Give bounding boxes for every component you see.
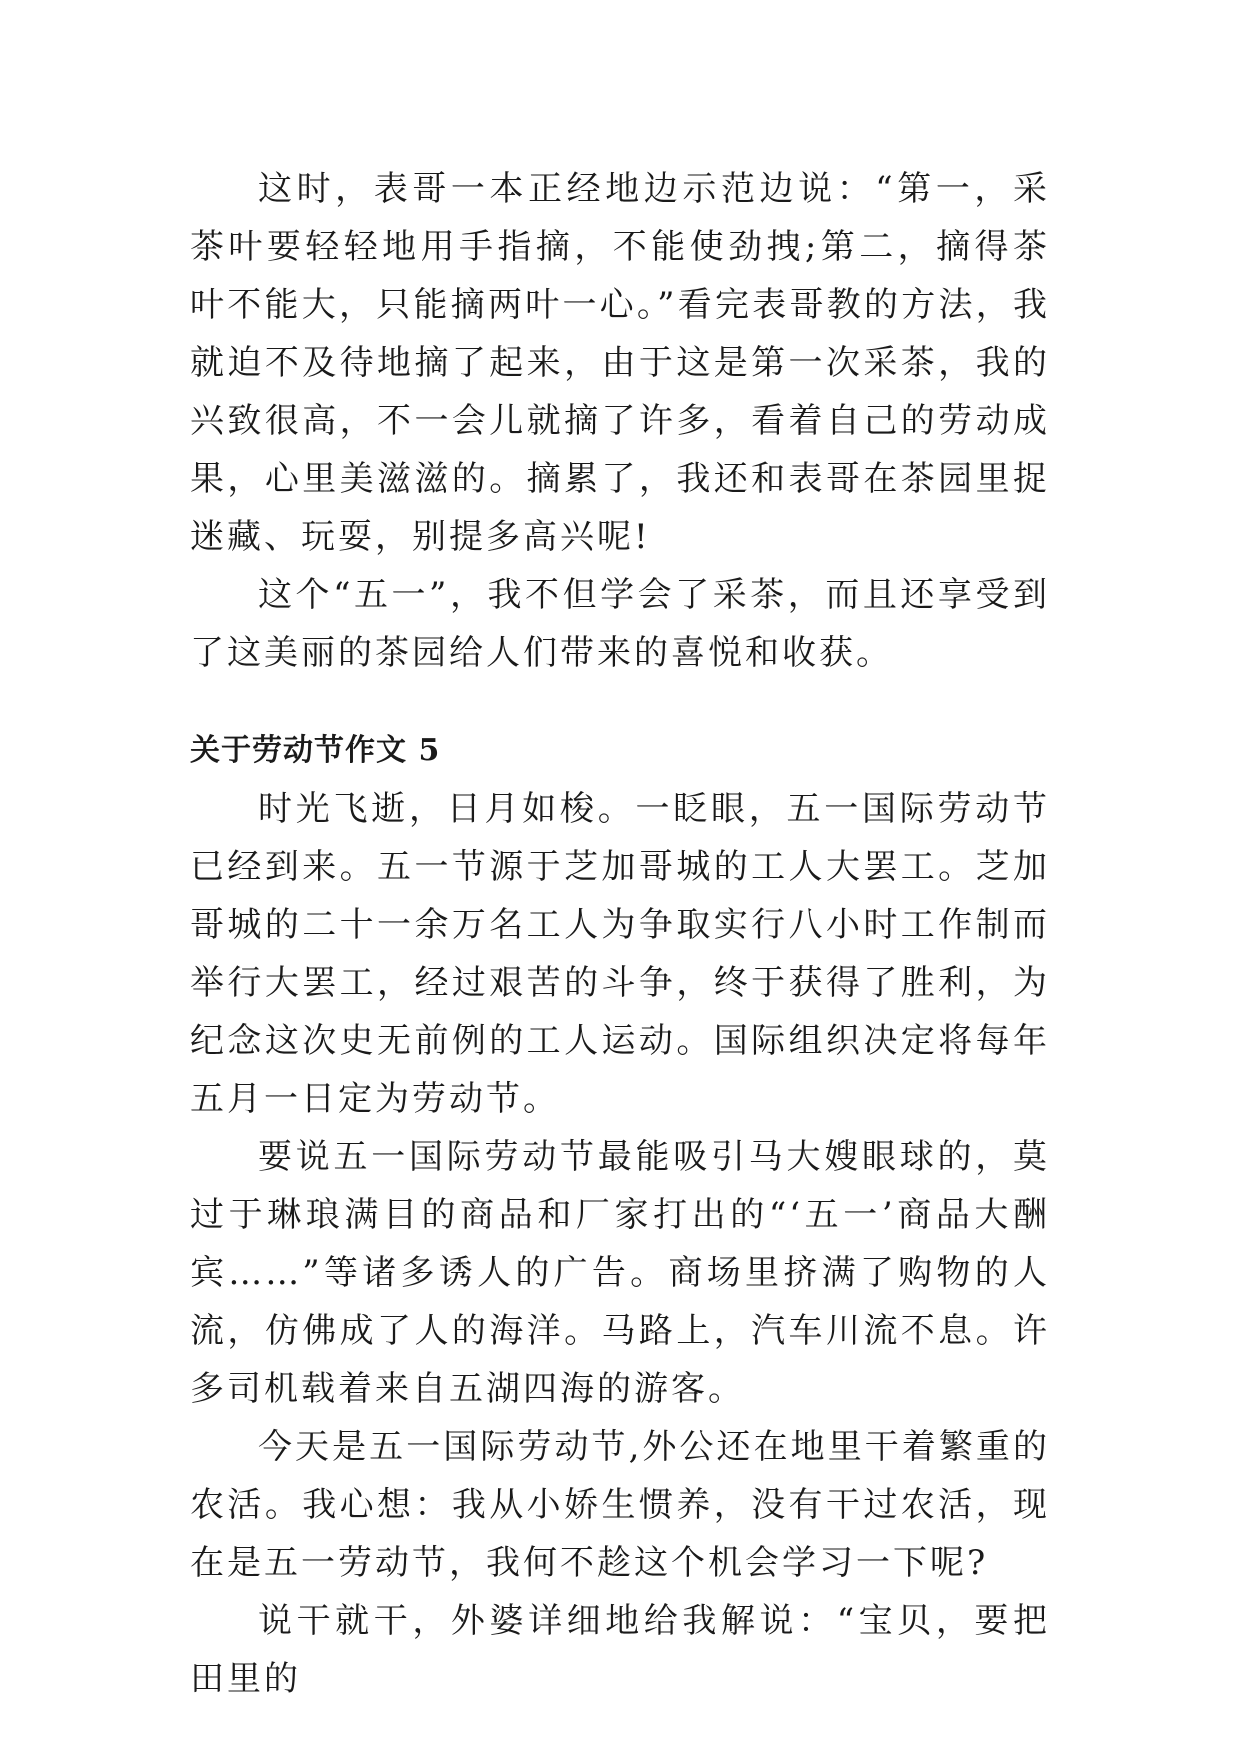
paragraph: 说干就干，外婆详细地给我解说：“宝贝，要把田里的 — [190, 1601, 1050, 1699]
paragraph: 要说五一国际劳动节最能吸引马大嫂眼球的，莫过于琳琅满目的商品和厂家打出的“‘五一’商品大酬宾……”等诸多诱人的广告。商场里挤满了购物的人流，仿佛成了人的海洋。马路上，汽车川流不息。许多司机载着来自五湖四海的游客。 — [190, 1137, 1050, 1409]
document-body — [190, 160, 1050, 1708]
paragraph: 时光飞逝，日月如梭。一眨眼，五一国际劳动节已经到来。五一节源于芝加哥城的工人大罢工。芝加哥城的二十一余万名工人为争取实行八小时工作制而举行大罢工，经过艰苦的斗争，终于获得了胜利，为纪念这次史无前例的工人运动。国际组织决定将每年五月一日定为劳动节。 — [190, 789, 1050, 1119]
paragraph: 这时，表哥一本正经地边示范边说：“第一，采茶叶要轻轻地用手指摘，不能使劲拽;第二，摘得茶叶不能大，只能摘两叶一心。”看完表哥教的方法，我就迫不及待地摘了起来，由于这是第一次采茶，我的兴致很高，不一会儿就摘了许多，看着自己的劳动成果，心里美滋滋的。摘累了，我还和表哥在茶园里捉迷藏、玩耍，别提多高兴呢! — [190, 169, 1050, 557]
paragraph: 这个“五一”，我不但学会了采茶，而且还享受到了这美丽的茶园给人们带来的喜悦和收获。 — [190, 575, 1050, 673]
paragraph: 今天是五一国际劳动节,外公还在地里干着繁重的农活。我心想：我从小娇生惯养，没有干过农活，现在是五一劳动节，我何不趁这个机会学习一下呢? — [190, 1427, 1050, 1583]
section-heading: 关于劳动节作文 5 — [190, 733, 441, 768]
